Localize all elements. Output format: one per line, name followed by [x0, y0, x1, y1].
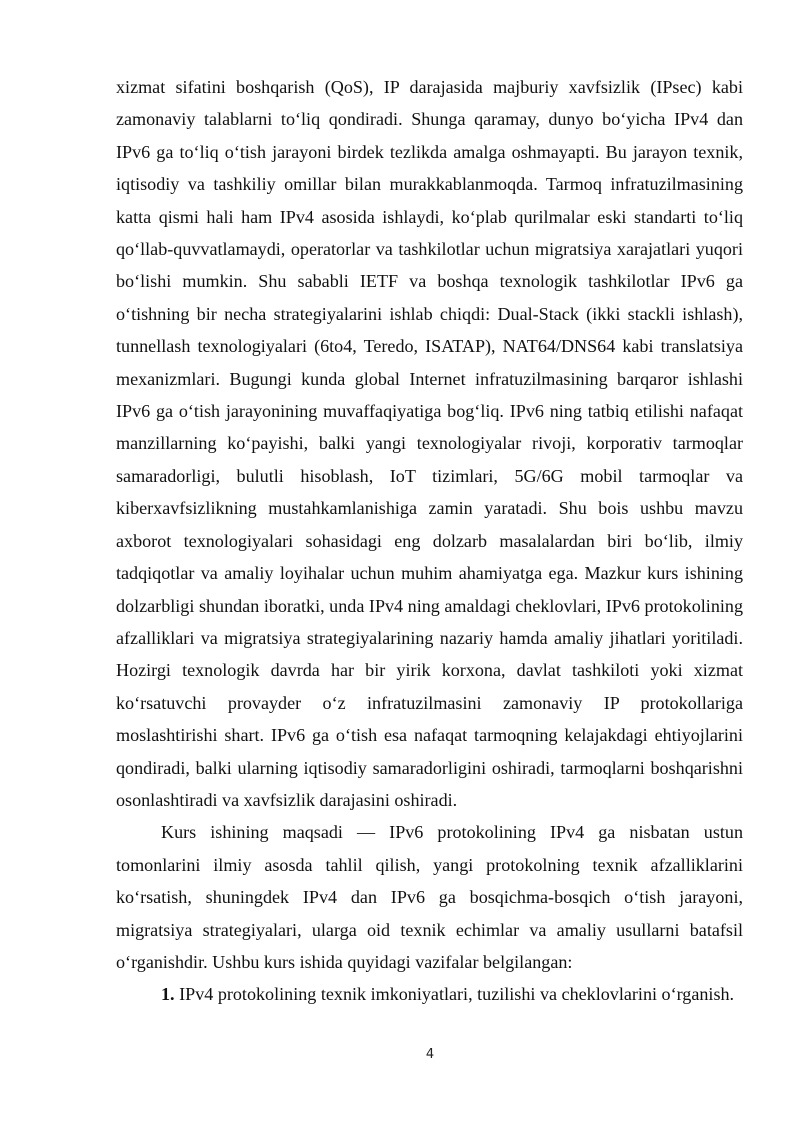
- paragraph-goal: Kurs ishining maqsadi — IPv6 protokolining IPv4 ga nisbatan ustun tomonlarini ilmiy asosda tahlil qilish, yangi protokolning texnik afzalliklarini ko‘rsatish, shuningdek IPv4 dan IPv6 ga bosqichma-bosqich o‘tish jarayoni, migratsiya strategiyalari, ularga oid texnik echimlar va amaliy usullarni batafsil o‘rganishdir. Ushbu kurs ishida quyidagi vazifalar belgilangan:: [116, 822, 743, 972]
- paragraph-continuation: xizmat sifatini boshqarish (QoS), IP darajasida majburiy xavfsizlik (IPsec) kabi zamonaviy talablarni to‘liq qondiradi. Shunga qaramay, dunyo bo‘yicha IPv4 dan IPv6 ga to‘liq o‘tish jarayoni birdek tezlikda amalga oshmayapti. Bu jarayon texnik, iqtisodiy va tashkiliy omillar bilan murakkablanmoqda. Tarmoq infratuzilmasining katta qismi hali ham IPv4 asosida ishlaydi, ko‘plab qurilmalar eski standarti to‘liq qo‘llab-quvvatlamaydi, operatorlar va tashkilotlar uchun migratsiya xarajatlari yuqori bo‘lishi mumkin. Shu sababli IETF va boshqa texnologik tashkilotlar IPv6 ga o‘tishning bir necha strategiyalarini ishlab chiqdi: Dual-Stack (ikki stackli ishlash), tunnellash texnologiyalari (6to4, Teredo, ISATAP), NAT64/DNS64 kabi translatsiya mexanizmlari. Bugungi kunda global Internet infratuzilmasining barqaror ishlashi IPv6 ga o‘tish jarayonining muvaffaqiyatiga bog‘liq. IPv6 ning tatbiq etilishi nafaqat manzillarning ko‘payishi, balki yangi texnologiyalar rivoji, korporativ tarmoqlar samaradorligi, bulutli hisoblash, IoT tizimlari, 5G/6G mobil tarmoqlar va kiberxavfsizlikning mustahkamlanishiga zamin yaratadi. Shu bois ushbu mavzu axborot texnologiyalari sohasidagi eng dolzarb masalalardan biri bo‘lib, ilmiy tadqiqotlar va amaliy loyihalar uchun muhim ahamiyatga ega. Mazkur kurs ishining dolzarbligi shundan iboratki, unda IPv4 ning amaldagi cheklovlari, IPv6 protokolining afzalliklari va migratsiya strategiyalarining nazariy hamda amaliy jihatlari yoritiladi. Hozirgi texnologik davrda har bir yirik korxona, davlat tashkiloti yoki xizmat ko‘rsatuvchi provayder o‘z infratuzilmasini zamonaviy IP protokollariga moslashtirishi shart. IPv6 ga o‘tish esa nafaqat tarmoqning kelajakdagi ehtiyojlarini qondiradi, balki ularning iqtisodiy samaradorligini oshiradi, tarmoqlarni boshqarishni osonlashtiradi va xavfsizlik darajasini oshiradi.: [116, 77, 743, 810]
- task-list-item: [116, 978, 743, 1010]
- list-item-text: IPv4 protokolining texnik imkoniyatlari, tuzilishi va cheklovlarini o‘rganish.: [179, 984, 735, 1005]
- page-number: 4: [425, 1047, 435, 1062]
- body-text: [116, 71, 743, 1011]
- list-item-number: 1.: [161, 984, 175, 1005]
